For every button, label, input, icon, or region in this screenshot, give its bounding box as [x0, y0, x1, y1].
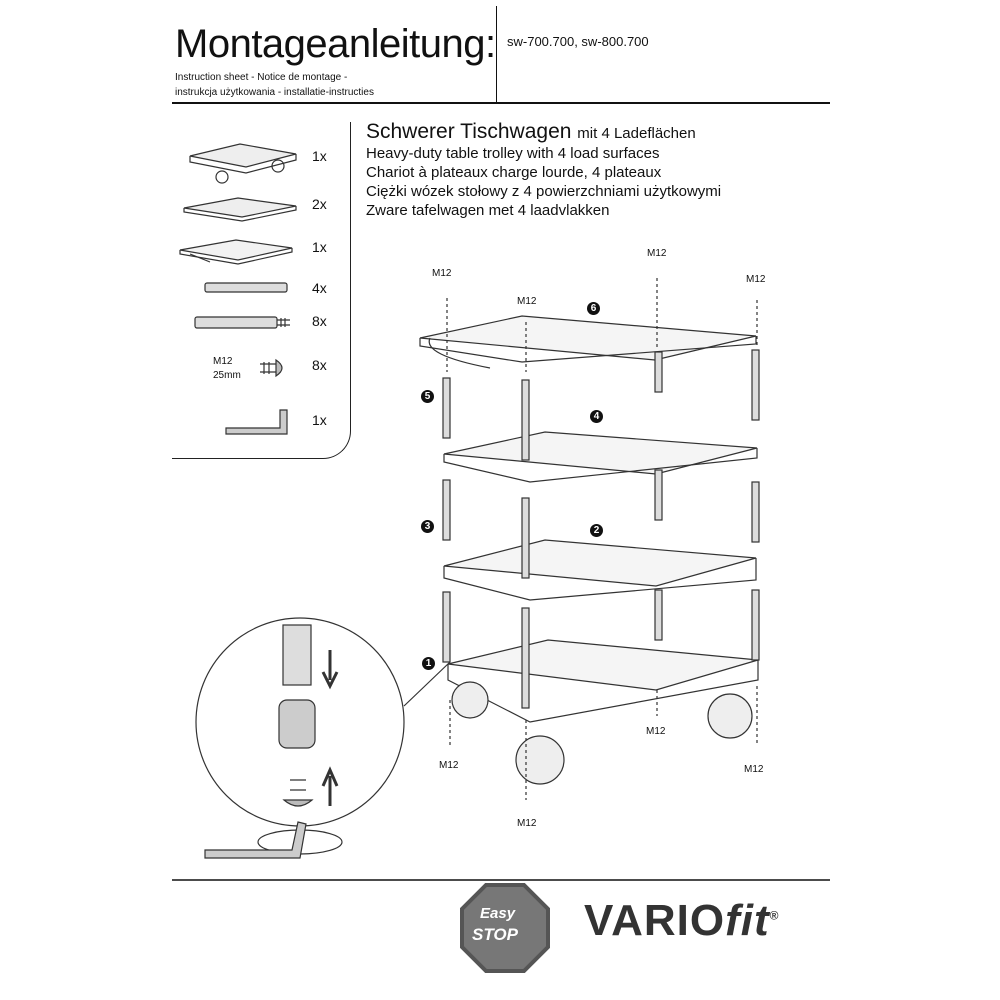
badge-text-easy: Easy [480, 905, 516, 922]
step-marker-1: 1 [422, 657, 435, 670]
step-marker-3: 3 [421, 520, 434, 533]
step-marker-5: 5 [421, 390, 434, 403]
qty-threaded-tube: 8x [312, 313, 327, 329]
brand-logo [584, 896, 779, 946]
threaded-tube-icon [195, 317, 290, 328]
m12-label: M12 [517, 818, 537, 829]
shelf-4 [444, 432, 757, 482]
m12-label: M12 [517, 296, 537, 307]
desc-fr: Chariot à plateaux charge lourde, 4 plateaux [366, 164, 662, 181]
brand-fit: fit [725, 896, 770, 945]
base-frame-icon [190, 144, 296, 183]
step-marker-6: 6 [587, 302, 600, 315]
qty-screw: 8x [312, 357, 327, 373]
handle-shelf-icon [180, 240, 292, 264]
model-numbers: sw-700.700, sw-800.700 [507, 34, 649, 49]
step-marker-4: 4 [590, 410, 603, 423]
screw-size-label: M12 [213, 356, 233, 367]
qty-handle-shelf: 1x [312, 239, 327, 255]
m12-label: M12 [647, 248, 667, 259]
brand-registered: ® [769, 908, 780, 923]
qty-short-tube: 4x [312, 280, 327, 296]
shelf-2 [444, 540, 756, 600]
subtitle-line-2: instrukcja użytkowania - installatie-instructies [175, 87, 374, 98]
screw-icon [260, 360, 282, 376]
step-marker-2: 2 [590, 524, 603, 537]
m12-label: M12 [646, 726, 666, 737]
subtitle-line-1: Instruction sheet - Notice de montage - [175, 72, 348, 83]
desc-de-main: Schwerer Tischwagen [366, 120, 572, 143]
shelf-6 [420, 316, 756, 368]
qty-base-frame: 1x [312, 148, 327, 164]
m12-label: M12 [439, 760, 459, 771]
page-title: Montageanleitung: [175, 22, 496, 66]
desc-en: Heavy-duty table trolley with 4 load surfaces [366, 145, 660, 162]
desc-pl: Ciężki wózek stołowy z 4 powierzchniami użytkowymi [366, 183, 722, 200]
m12-label: M12 [744, 764, 764, 775]
brand-vario: VARIO [584, 896, 726, 945]
m12-label: M12 [746, 274, 766, 285]
hex-key-icon [226, 410, 287, 434]
qty-shelf-panel: 2x [312, 196, 327, 212]
qty-hex-key: 1x [312, 412, 327, 428]
badge-text-stop: STOP [472, 925, 518, 944]
short-tube-icon [205, 283, 287, 292]
m12-label: M12 [432, 268, 452, 279]
desc-de-suffix: mit 4 Ladeflächen [577, 125, 696, 142]
shelf-panel-icon [184, 198, 296, 221]
desc-nl: Zware tafelwagen met 4 laadvlakken [366, 202, 610, 219]
screw-length-label: 25mm [213, 370, 241, 381]
base-shelf [448, 640, 758, 784]
